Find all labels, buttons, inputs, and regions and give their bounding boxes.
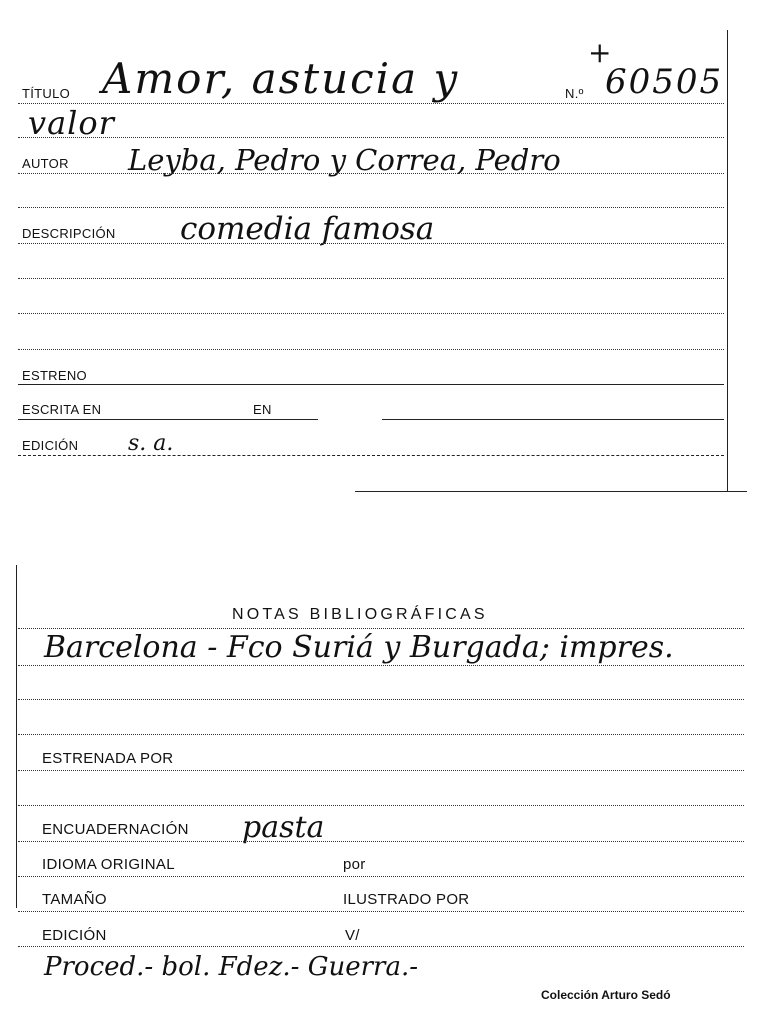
estreno-line [18, 384, 724, 385]
descripcion-line-4 [18, 349, 724, 350]
collection-footer: Colección Arturo Sedó [541, 988, 671, 1002]
descripcion-line-2 [18, 278, 724, 279]
descripcion-value: comedia famosa [180, 211, 435, 247]
por-label: por [343, 856, 366, 873]
estrenada-por-label: ESTRENADA POR [42, 750, 174, 767]
escrita-en-label: ESCRITA EN [22, 402, 102, 417]
descripcion-line-3 [18, 313, 724, 314]
autor-line-2 [18, 207, 724, 208]
numero-value: 60505 [605, 62, 724, 102]
estrenada-line-2 [18, 805, 744, 806]
notas-line-1 [18, 628, 744, 629]
notas-line-4 [18, 734, 744, 735]
notas-line-2 [18, 665, 744, 666]
estreno-label: ESTRENO [22, 368, 87, 383]
notas-line-3 [18, 699, 744, 700]
notas-heading: NOTAS BIBLIOGRÁFICAS [232, 606, 488, 623]
encuadernacion-value: pasta [242, 810, 325, 845]
descripcion-label: DESCRIPCIÓN [22, 226, 116, 241]
procedencia-value: Proced.- bol. Fdez.- Guerra.- [44, 952, 419, 982]
encuadernacion-line [18, 841, 744, 842]
autor-label: AUTOR [22, 156, 69, 171]
titulo-value: Amor, astucia y [102, 54, 460, 103]
idioma-label: IDIOMA ORIGINAL [42, 856, 175, 873]
descripcion-line [18, 243, 724, 244]
edicion2-label: EDICIÓN [42, 927, 107, 944]
en-line [382, 419, 724, 420]
card1-bottom-edge [355, 491, 747, 492]
titulo-value-continued: valor [28, 104, 115, 142]
autor-line [18, 173, 724, 174]
card1-right-border [727, 30, 728, 492]
edicion-label: EDICIÓN [22, 438, 79, 453]
tamano-label: TAMAÑO [42, 891, 107, 908]
escrita-en-line [18, 419, 318, 420]
titulo-label: TÍTULO [22, 86, 71, 101]
titulo-line [18, 103, 724, 104]
idioma-line [18, 876, 744, 877]
edicion-value: s. a. [128, 431, 174, 456]
card2-left-border [16, 565, 17, 908]
autor-value: Leyba, Pedro y Correa, Pedro [128, 143, 561, 177]
ilustrado-label: ILUSTRADO POR [343, 891, 470, 908]
edicion-line [18, 455, 724, 456]
en-label: EN [253, 402, 272, 417]
titulo-line-2 [18, 137, 724, 138]
numero-label: N.º [565, 86, 584, 101]
edicion2-line [18, 946, 744, 947]
tamano-line [18, 911, 744, 912]
va-label: V/ [345, 927, 360, 944]
estrenada-line [18, 770, 744, 771]
encuadernacion-label: ENCUADERNACIÓN [42, 821, 189, 838]
notas-value: Barcelona - Fco Suriá y Burgada; impres. [44, 630, 674, 665]
numero-mark: + [588, 36, 612, 69]
